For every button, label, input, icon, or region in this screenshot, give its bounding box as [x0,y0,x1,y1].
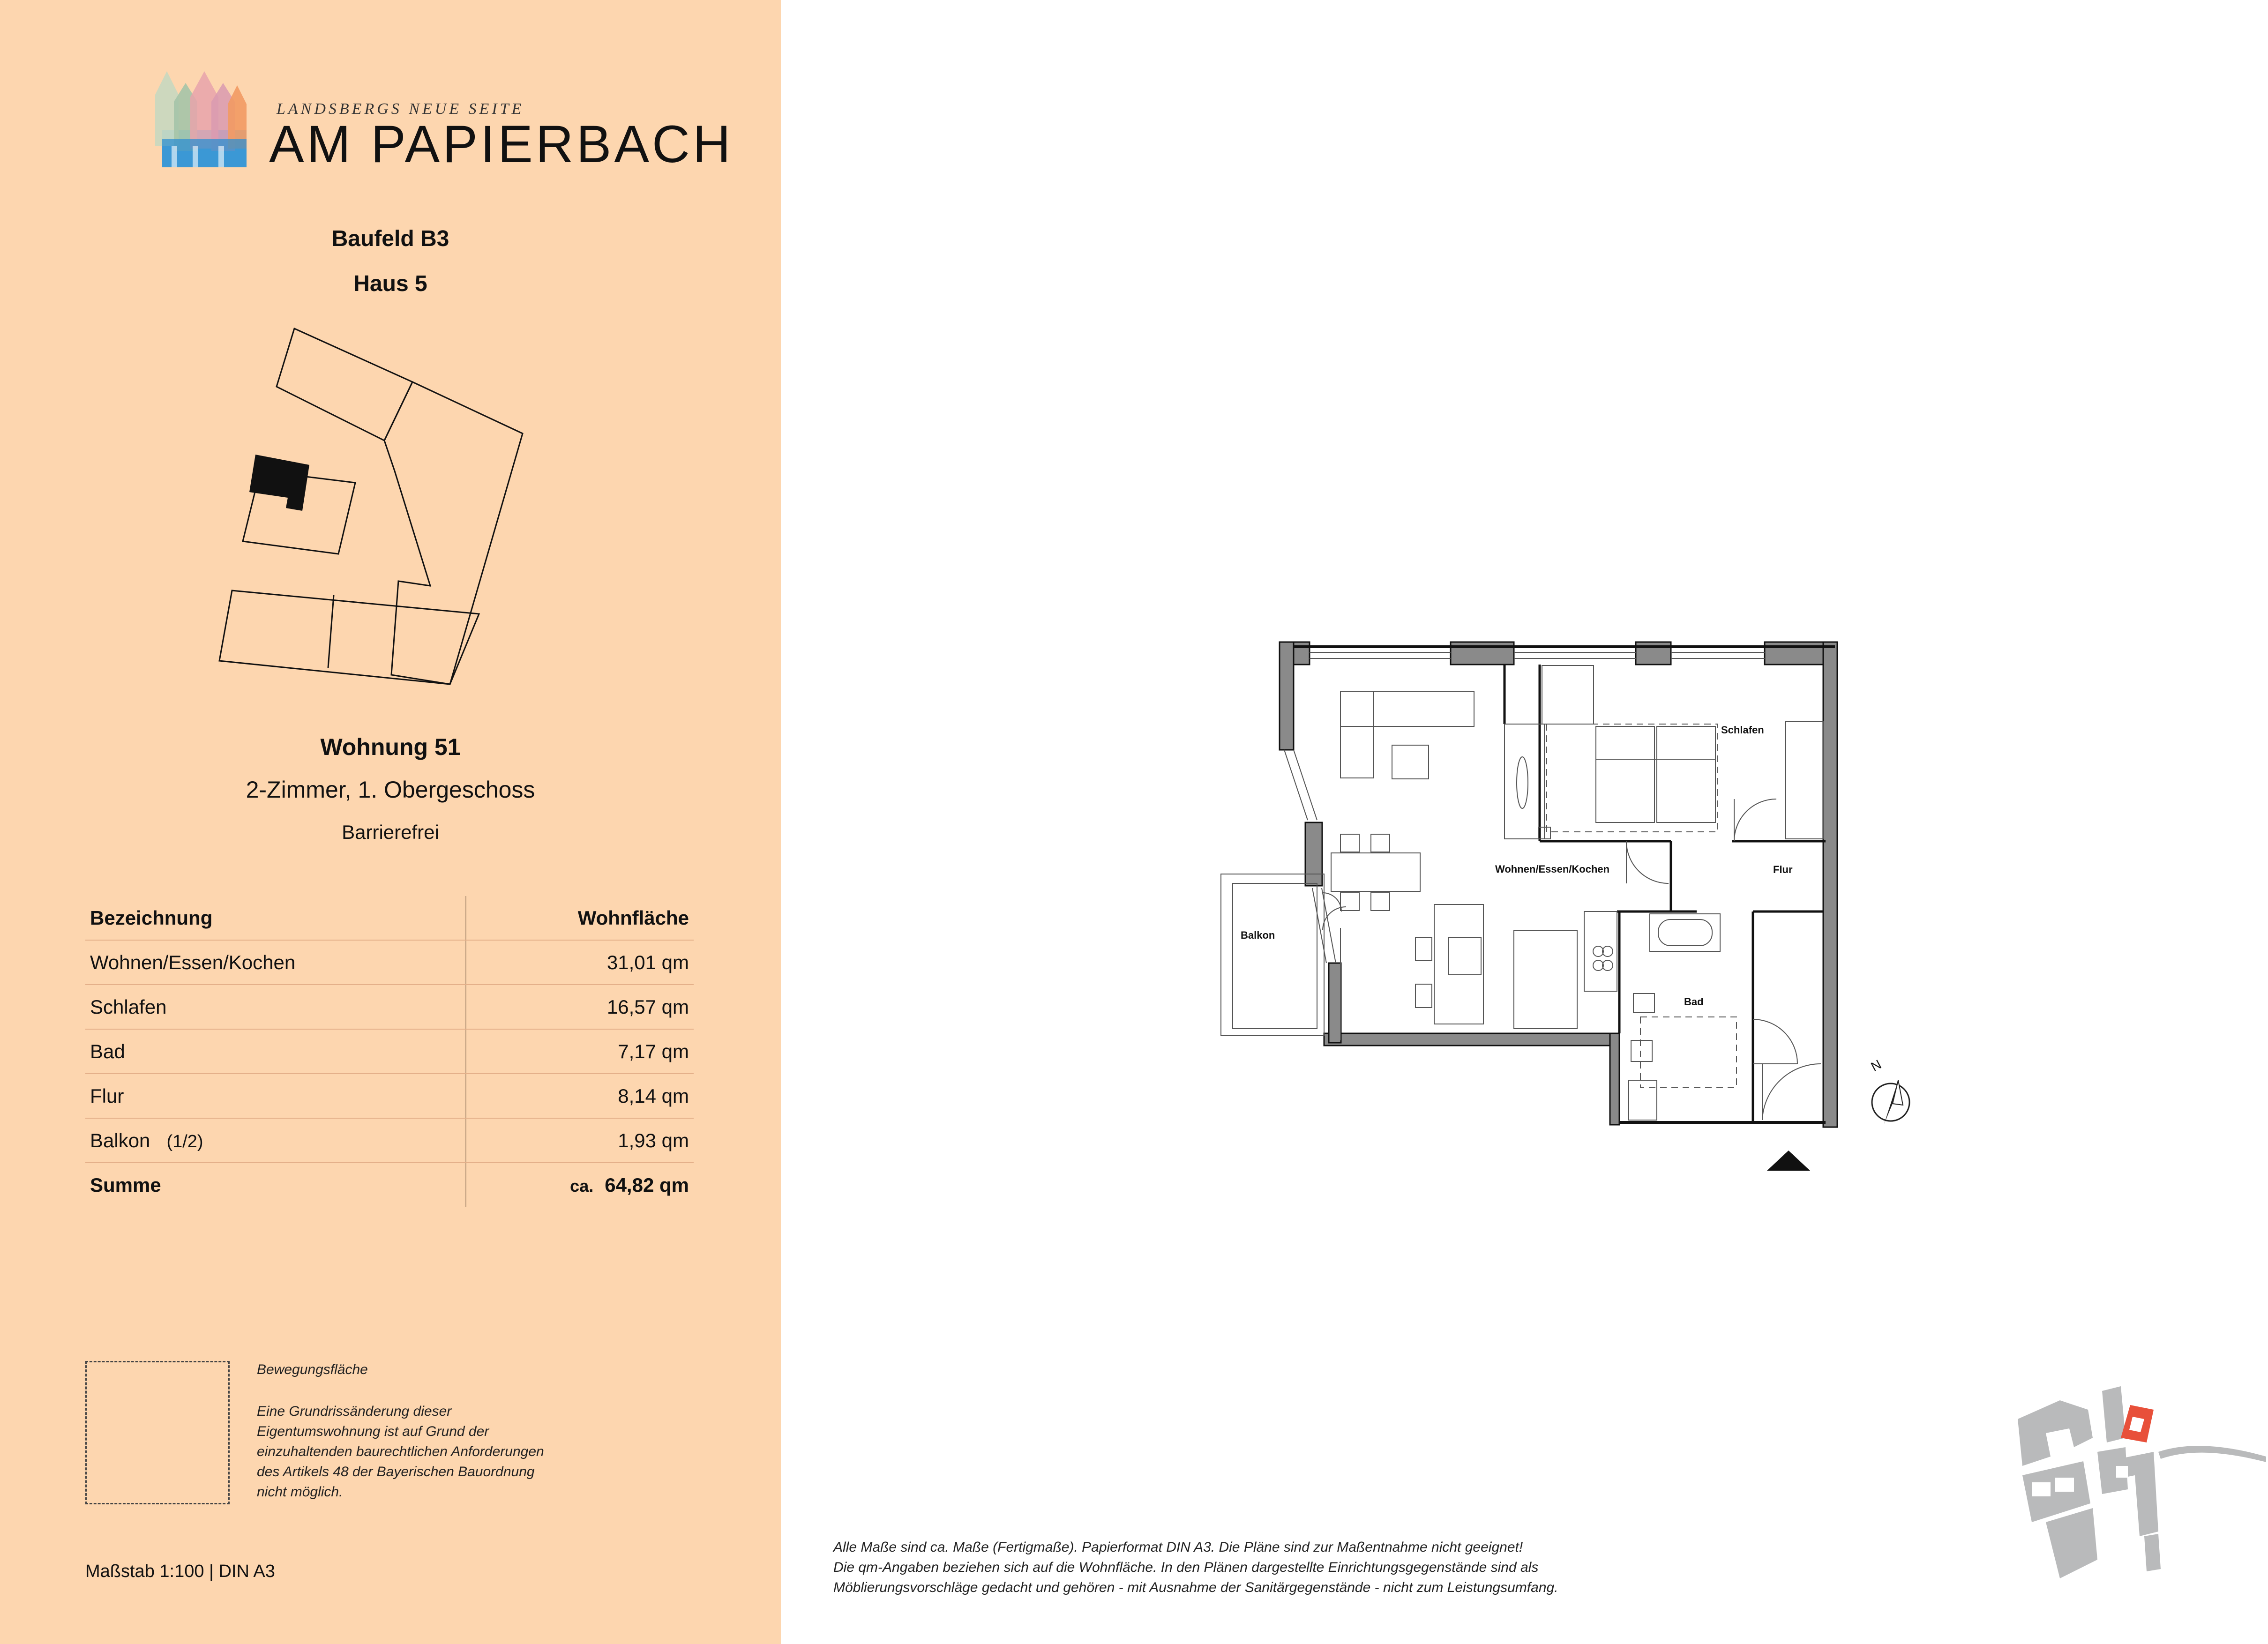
scale-label: Maßstab 1:100 | DIN A3 [85,1562,275,1581]
room-label-sleeping: Schlafen [1721,724,1764,736]
disclaimer-line: Die qm-Angaben beziehen sich auf die Wohnfläche. In den Plänen dargestellte Einrichtungsgegenstände sind als [833,1560,1539,1575]
header-value: Wohnfläche [466,896,694,940]
row-value: 16,57 qm [466,985,694,1029]
legend-text: Eine Grundrissänderung dieser Eigentumswohnung ist auf Grund der einzuhaltenden baurechtlichen Anforderungen des Artikels 48 der Bayerischen Bauordnung nicht möglich. [257,1404,544,1500]
logo-title: AM PAPIERBACH [269,115,734,173]
north-arrow-icon [1872,1080,1909,1124]
north-label: N [1868,1057,1884,1074]
header-label: Bezeichnung [85,896,466,940]
row-label: Schlafen [85,985,466,1029]
legend-title: Bewegungsfläche [257,1362,368,1377]
sum-prefix: ca. [570,1176,594,1196]
building-field: Baufeld B3 [331,226,449,251]
room-label-bath: Bad [1684,996,1704,1008]
site-map-icon [2004,1382,2266,1583]
apartment-subtitle: 2-Zimmer, 1. Obergeschoss [246,777,535,803]
row-label: Wohnen/Essen/Kochen [85,940,466,985]
room-label-living: Wohnen/Essen/Kochen [1495,863,1610,875]
row-label: Flur [85,1074,466,1118]
room-label-hall: Flur [1773,864,1793,875]
disclaimer [833,1537,1558,1598]
row-value: 8,14 qm [466,1074,694,1118]
row-value: 31,01 qm [466,940,694,985]
row-label-text: Balkon [90,1129,150,1151]
apartment-accessibility: Barrierefrei [342,821,439,843]
disclaimer-line: Möblierungsvorschläge gedacht und gehören - mit Ausnahme der Sanitärgegenstände - nicht zum Leistungsumfang. [833,1580,1558,1595]
row-value: 1,93 qm [466,1118,694,1163]
disclaimer-line: Alle Maße sind ca. Maße (Fertigmaße). Papierformat DIN A3. Die Pläne sind zur Maßentnahme nicht geeignet! [833,1539,1523,1555]
row-label-note: (1/2) [166,1131,203,1151]
row-label: Bad [85,1029,466,1074]
building-house: Haus 5 [353,271,427,296]
sum-label: Summe [90,1173,161,1196]
logo-tagline: LANDSBERGS NEUE SEITE [277,100,524,118]
room-label-balcony: Balkon [1241,929,1275,941]
entrance-arrow [1767,1151,1810,1171]
row-value: 7,17 qm [466,1029,694,1074]
sum-amount: 64,82 qm [605,1173,689,1196]
apartment-title: Wohnung 51 [320,734,461,760]
